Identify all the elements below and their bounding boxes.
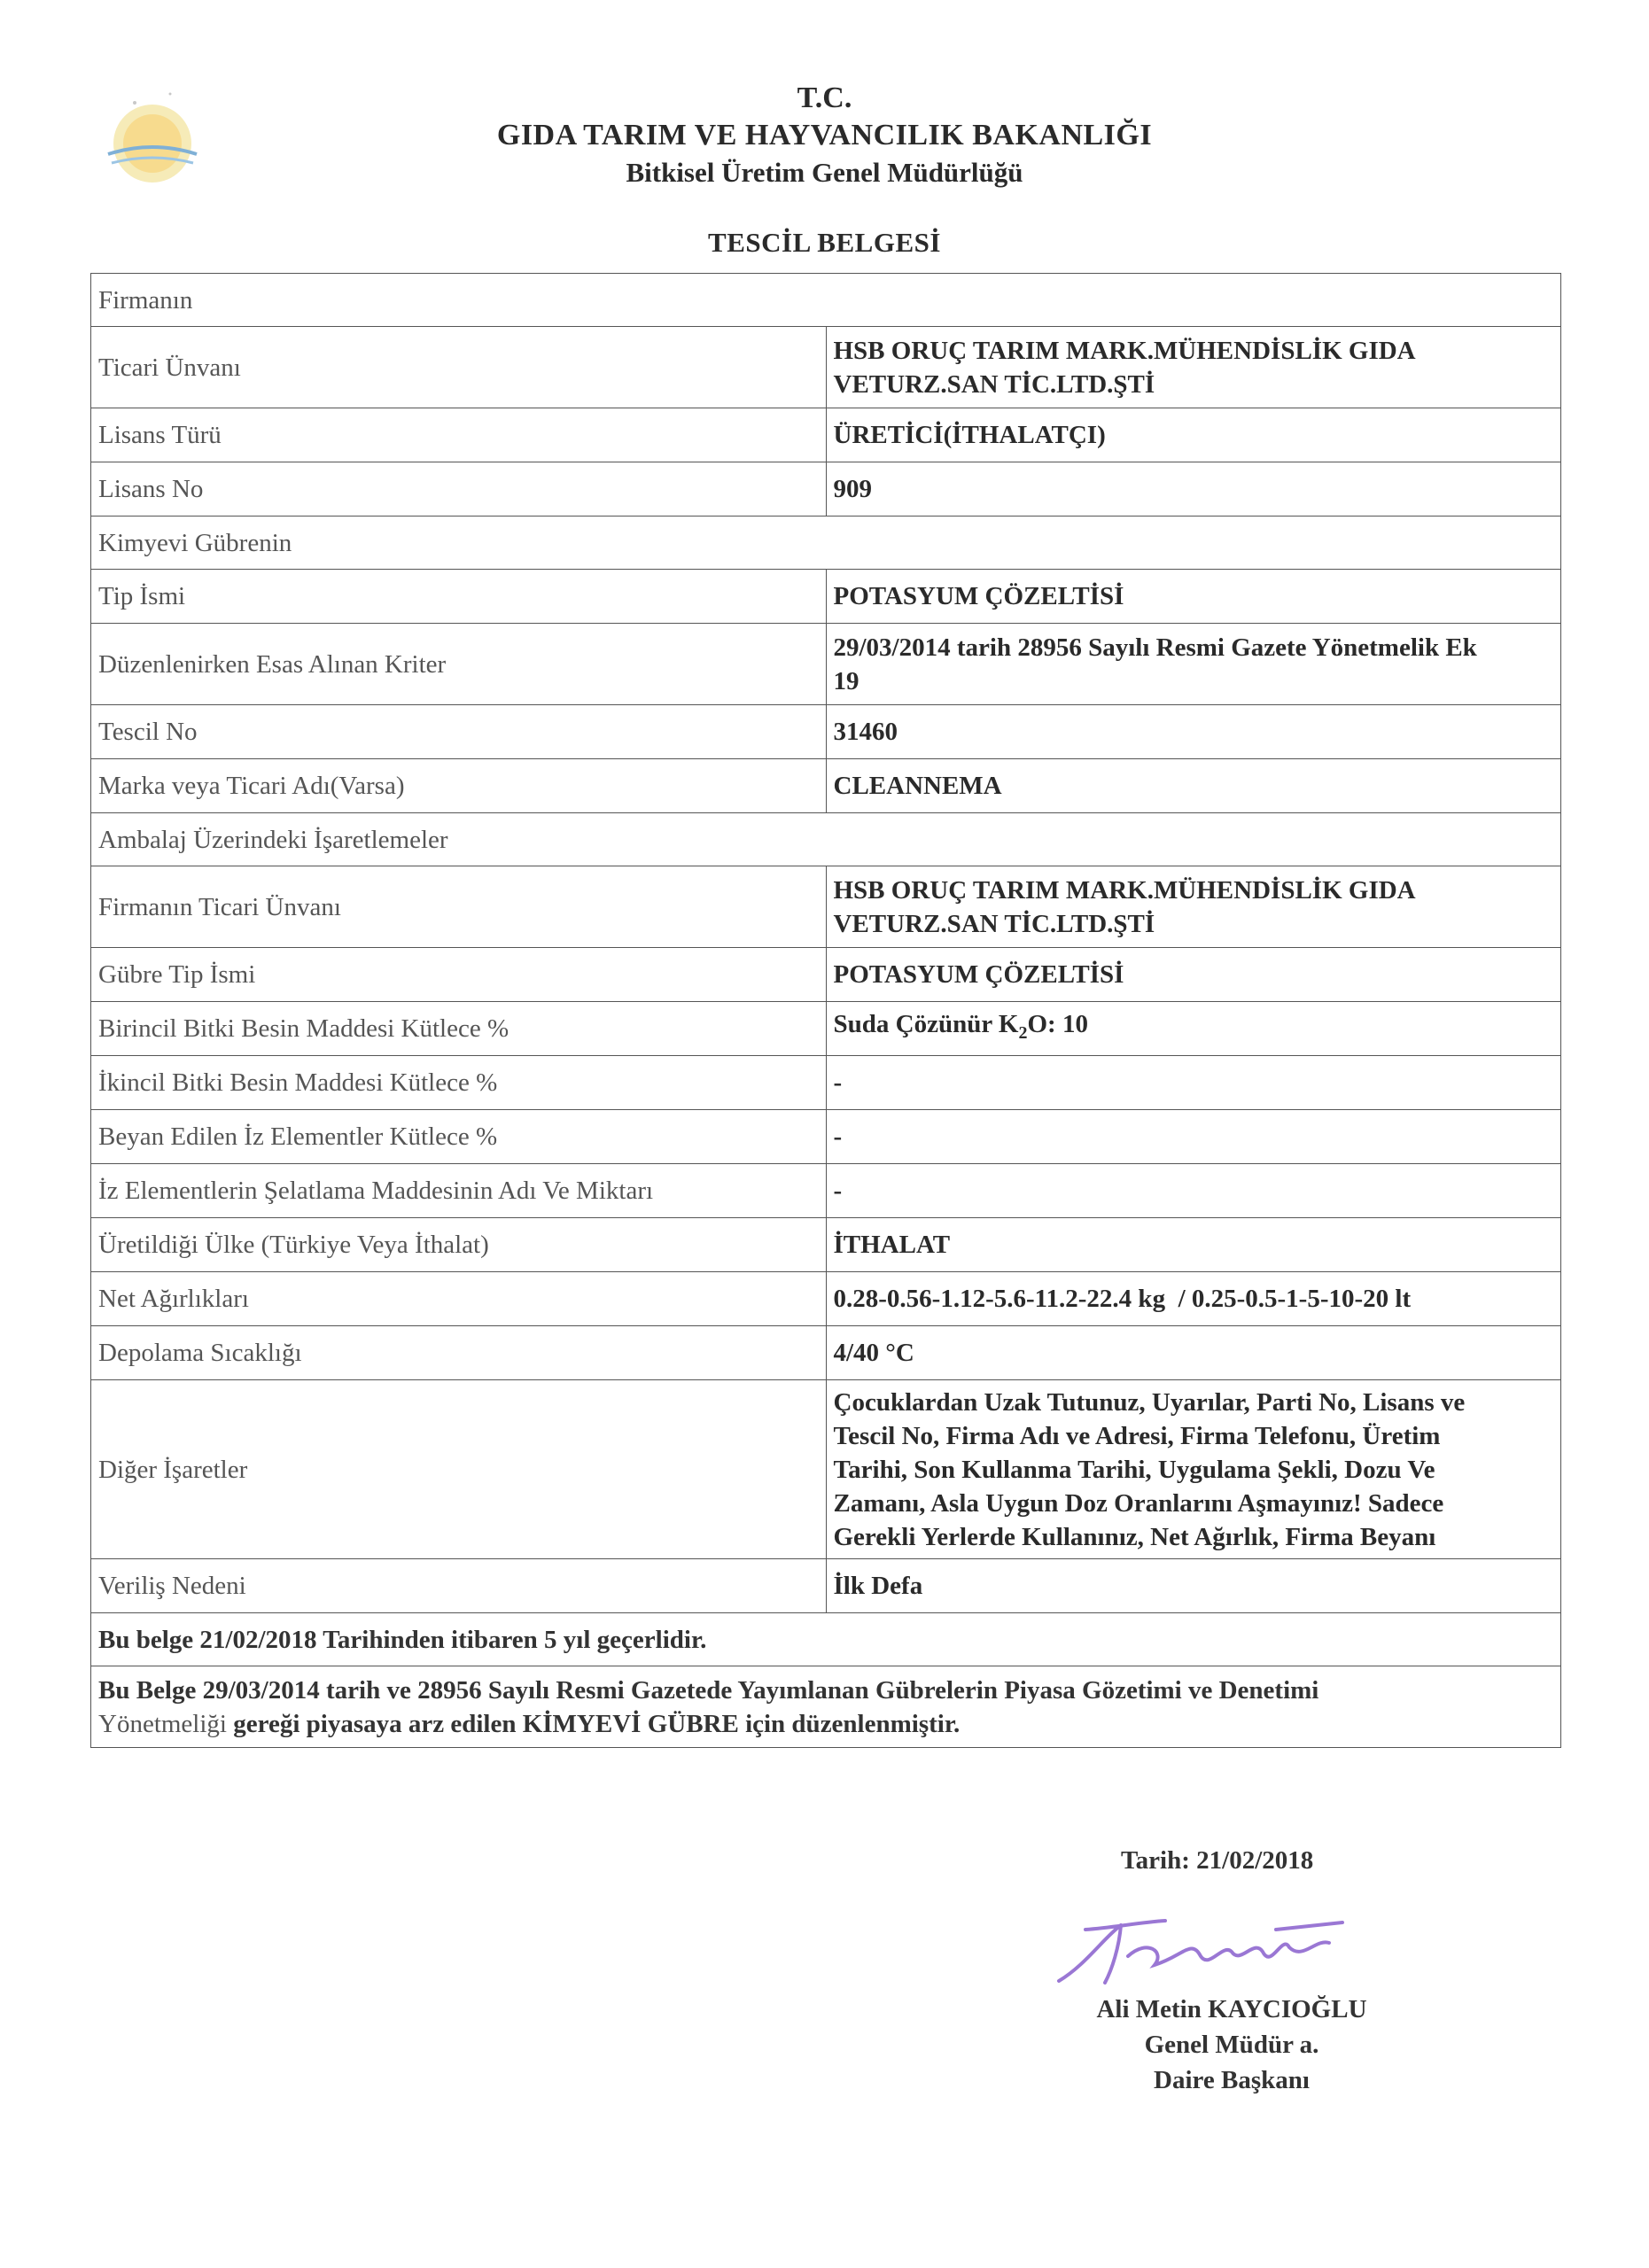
country-label: Üretildiği Ülke (Türkiye Veya İthalat) [91, 1218, 827, 1272]
primary-nutrient-text: O: 10 [1027, 1010, 1088, 1039]
firm-trade-line: HSB ORUÇ TARIM MARK.MÜHENDİSLİK GIDA [833, 875, 1416, 905]
trade-name-value [826, 327, 1561, 408]
type-name-value: POTASYUM ÇÖZELTİSİ [826, 570, 1561, 624]
table-row [91, 1110, 1561, 1164]
table-row [91, 517, 1561, 570]
table-row [91, 705, 1561, 759]
brand-label: Marka veya Ticari Adı(Varsa) [91, 759, 827, 813]
primary-nutrient-text: Suda Çözünür K [833, 1010, 1019, 1039]
table-row [91, 274, 1561, 327]
firm-trade-label: Firmanın Ticari Ünvanı [91, 866, 827, 948]
criteria-line: 19 [833, 666, 860, 695]
country-value: İTHALAT [826, 1218, 1561, 1272]
section-firm: Firmanın [91, 274, 1561, 327]
table-row [91, 1326, 1561, 1380]
brand-value: CLEANNEMA [826, 759, 1561, 813]
table-row [91, 1613, 1561, 1666]
chelate-value: - [826, 1164, 1561, 1218]
reg-no-label: Tescil No [91, 705, 827, 759]
primary-nutrient-label: Birincil Bitki Besin Maddesi Kütlece % [91, 1002, 827, 1056]
table-row [91, 624, 1561, 705]
table-row [91, 1164, 1561, 1218]
table-row [91, 1002, 1561, 1056]
fert-type-label: Gübre Tip İsmi [91, 948, 827, 1002]
net-weight-value: 0.28-0.56-1.12-5.6-11.2-22.4 kg / 0.25-0.5-1-5-10-20 lt [826, 1272, 1561, 1326]
signer-title: Daire Başkanı [1154, 2066, 1310, 2094]
criteria-label: Düzenlenirken Esas Alınan Kriter [91, 624, 827, 705]
trade-name-label: Ticari Ünvanı [91, 327, 827, 408]
document-title: TESCİL BELGESİ [708, 227, 941, 258]
trace-elements-label: Beyan Edilen İz Elementler Kütlece % [91, 1110, 827, 1164]
section-fertilizer: Kimyevi Gübrenin [91, 517, 1561, 570]
signer-name: Ali Metin KAYCIOĞLU [1096, 1995, 1367, 2023]
other-markings-line: Tescil No, Firma Adı ve Adresi, Firma Telefonu, Üretim [833, 1421, 1441, 1450]
firm-trade-value [826, 866, 1561, 948]
table-row [91, 1056, 1561, 1110]
table-row [91, 327, 1561, 408]
storage-value: 4/40 °C [826, 1326, 1561, 1380]
primary-nutrient-value [826, 1002, 1561, 1056]
reg-no-value: 31460 [826, 705, 1561, 759]
table-row [91, 948, 1561, 1002]
table-row [91, 1380, 1561, 1559]
ministry-name: GIDA TARIM VE HAYVANCILIK BAKANLIĞI [496, 119, 1153, 151]
header-tc: T.C. [797, 82, 852, 114]
table-row [91, 1218, 1561, 1272]
chelate-label: İz Elementlerin Şelatlama Maddesinin Adı Ve Miktarı [91, 1164, 827, 1218]
fert-type-value: POTASYUM ÇÖZELTİSİ [826, 948, 1561, 1002]
registration-table [90, 273, 1561, 1748]
table-row [91, 408, 1561, 462]
criteria-value [826, 624, 1561, 705]
table-row [91, 866, 1561, 948]
directorate-name: Bitkisel Üretim Genel Müdürlüğü [626, 157, 1023, 188]
table-row [91, 462, 1561, 517]
table-row [91, 759, 1561, 813]
other-markings-label: Diğer İşaretler [91, 1380, 827, 1559]
signer-title: Genel Müdür a. [1144, 2031, 1319, 2059]
signature [1050, 1903, 1369, 2000]
validity-note: Bu belge 21/02/2018 Tarihinden itibaren 5 yıl geçerlidir. [91, 1613, 1561, 1666]
table-row [91, 1666, 1561, 1748]
trade-name-line: VETURZ.SAN TİC.LTD.ŞTİ [833, 369, 1155, 399]
other-markings-line: Tarihi, Son Kullanma Tarihi, Uygulama Şekli, Dozu Ve [833, 1455, 1435, 1484]
secondary-nutrient-value: - [826, 1056, 1561, 1110]
license-type-value: ÜRETİCİ(İTHALATÇI) [826, 408, 1561, 462]
criteria-line: 29/03/2014 tarih 28956 Sayılı Resmi Gazete Yönetmelik Ek [833, 633, 1477, 662]
issue-reason-label: Veriliş Nedeni [91, 1559, 827, 1613]
table-row [91, 1272, 1561, 1326]
table-row [91, 1559, 1561, 1613]
regulation-note-text: gereği piyasaya arz edilen KİMYEVİ GÜBRE için düzenlenmiştir. [226, 1709, 961, 1738]
table-row [91, 570, 1561, 624]
net-weight-label: Net Ağırlıkları [91, 1272, 827, 1326]
primary-nutrient-subscript: 2 [1018, 1022, 1028, 1043]
license-no-value: 909 [826, 462, 1561, 517]
issue-reason-value: İlk Defa [826, 1559, 1561, 1613]
regulation-note-line: Bu Belge 29/03/2014 tarih ve 28956 Sayılı Resmi Gazetede Yayımlanan Gübrelerin Piyasa Gözetimi ve Denetimi [98, 1675, 1319, 1705]
secondary-nutrient-label: İkincil Bitki Besin Maddesi Kütlece % [91, 1056, 827, 1110]
table-row [91, 813, 1561, 866]
firm-trade-line: VETURZ.SAN TİC.LTD.ŞTİ [833, 909, 1155, 938]
storage-label: Depolama Sıcaklığı [91, 1326, 827, 1380]
other-markings-line: Zamanı, Asla Uygun Doz Oranlarını Aşmayınız! Sadece [833, 1488, 1444, 1518]
section-packaging: Ambalaj Üzerindeki İşaretlemeler [91, 813, 1561, 866]
license-no-label: Lisans No [91, 462, 827, 517]
license-type-label: Lisans Türü [91, 408, 827, 462]
trade-name-line: HSB ORUÇ TARIM MARK.MÜHENDİSLİK GIDA [833, 336, 1416, 365]
other-markings-line: Çocuklardan Uzak Tutunuz, Uyarılar, Parti No, Lisans ve [833, 1387, 1466, 1417]
other-markings-value [826, 1380, 1561, 1559]
regulation-note [91, 1666, 1561, 1748]
trace-elements-value: - [826, 1110, 1561, 1164]
other-markings-line: Gerekli Yerlerde Kullanınız, Net Ağırlık, Firma Beyanı [833, 1522, 1436, 1551]
type-name-label: Tip İsmi [91, 570, 827, 624]
regulation-note-line [98, 1707, 1553, 1741]
regulation-note-text: Yönetmeliği [98, 1709, 227, 1738]
issue-date: Tarih: 21/02/2018 [1121, 1846, 1314, 1875]
